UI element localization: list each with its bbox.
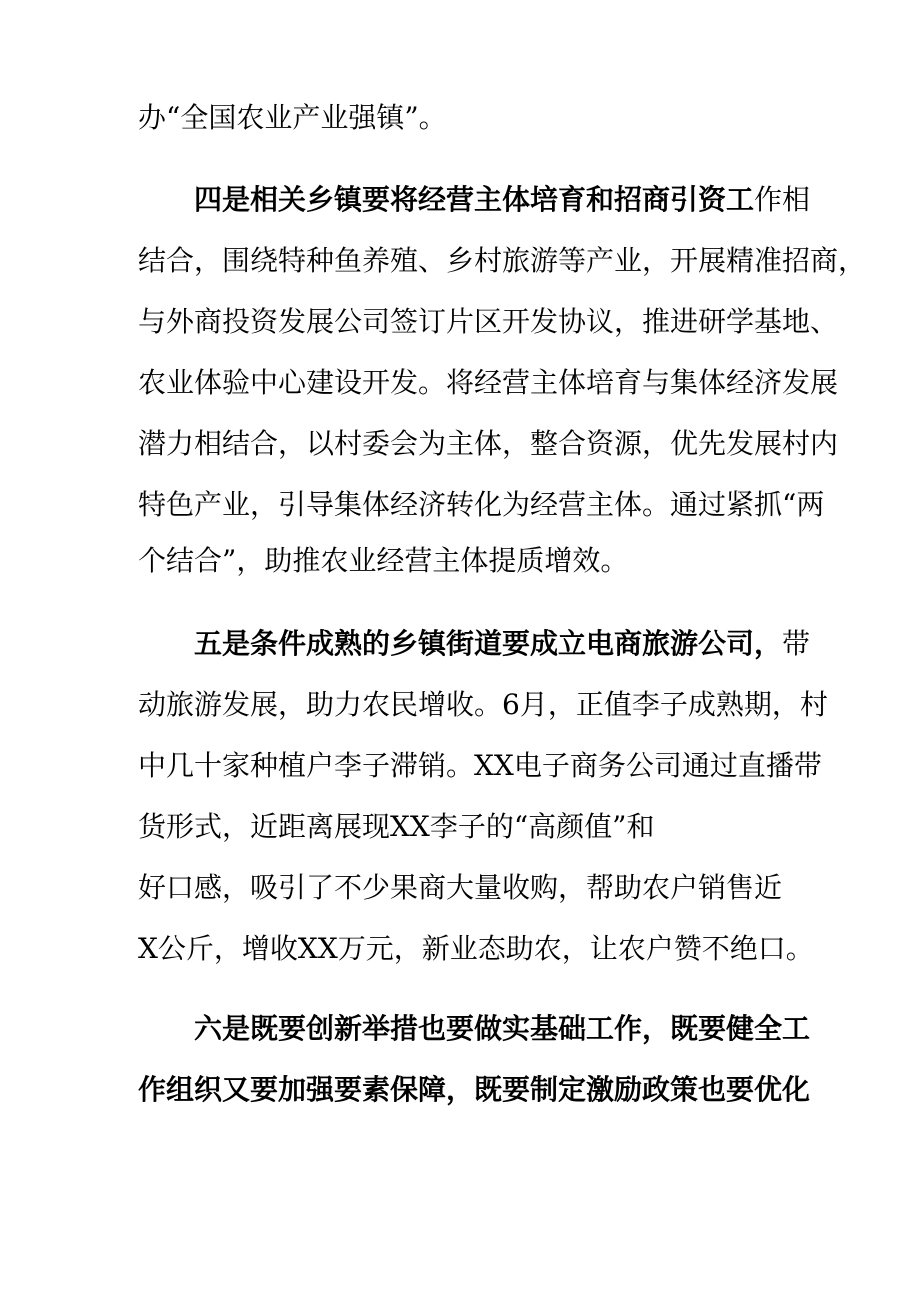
line-text: 与外商投资发展公司签订片区开发协议，推进研学基地、 bbox=[138, 305, 839, 338]
line-text: 个结合”，助推农业经营主体提质增效。 bbox=[138, 544, 629, 577]
paragraph-line bbox=[138, 868, 782, 908]
paragraph-line bbox=[138, 685, 828, 725]
paragraph-line bbox=[138, 485, 824, 525]
line-text: X公斤，增收XX万元，新业态助农，让农户赞不绝口。 bbox=[138, 932, 814, 965]
paragraph-line bbox=[194, 624, 810, 664]
paragraph-line bbox=[138, 929, 814, 969]
paragraph-line bbox=[138, 807, 655, 847]
line-text: 结合，围绕特种鱼养殖、乡村旅游等产业，开展精准招商， bbox=[138, 244, 867, 277]
line-text: 农业体验中心建设开发。将经营主体培育与集体经济发展 bbox=[138, 366, 839, 399]
paragraph-line bbox=[138, 98, 447, 138]
bold-heading-text: 五是条件成熟的乡镇街道要成立电商旅游公司， bbox=[194, 627, 783, 660]
paragraph-line bbox=[194, 180, 810, 220]
bold-heading-text: 作组织又要加强要素保障，既要制定激励政策也要优化 bbox=[138, 1073, 811, 1106]
line-text: 特色产业，引导集体经济转化为经营主体。通过紧抓“两 bbox=[138, 488, 825, 521]
paragraph-line bbox=[138, 241, 866, 281]
paragraph-line bbox=[138, 541, 628, 581]
bold-heading-text: 六是既要创新举措也要做实基础工作，既要健全工 bbox=[194, 1012, 811, 1045]
line-text: 动旅游发展，助力农民增收。6月，正值李子成熟期，村 bbox=[138, 688, 828, 721]
bold-heading-text: 四是相关乡镇要将经营主体培育和招商引资工 bbox=[194, 183, 755, 216]
line-text: 办“全国农业产业强镇”。 bbox=[138, 101, 447, 134]
paragraph-line bbox=[194, 1009, 810, 1049]
paragraph-line bbox=[138, 302, 838, 342]
line-text: 中几十家种植户李子滞销。XX电子商务公司通过直播带 bbox=[138, 749, 822, 782]
paragraph-line bbox=[138, 424, 838, 464]
line-text: 作相 bbox=[754, 183, 811, 216]
paragraph-line bbox=[138, 363, 838, 403]
line-text: 带 bbox=[782, 627, 811, 660]
paragraph-line bbox=[138, 1070, 810, 1110]
line-text: 潜力相结合，以村委会为主体，整合资源，优先发展村内 bbox=[138, 427, 839, 460]
line-text: 好口感，吸引了不少果商大量收购，帮助农户销售近 bbox=[138, 871, 783, 904]
line-text: 货形式，近距离展现XX李子的“高颜值”和 bbox=[138, 810, 655, 843]
paragraph-line bbox=[138, 746, 822, 786]
